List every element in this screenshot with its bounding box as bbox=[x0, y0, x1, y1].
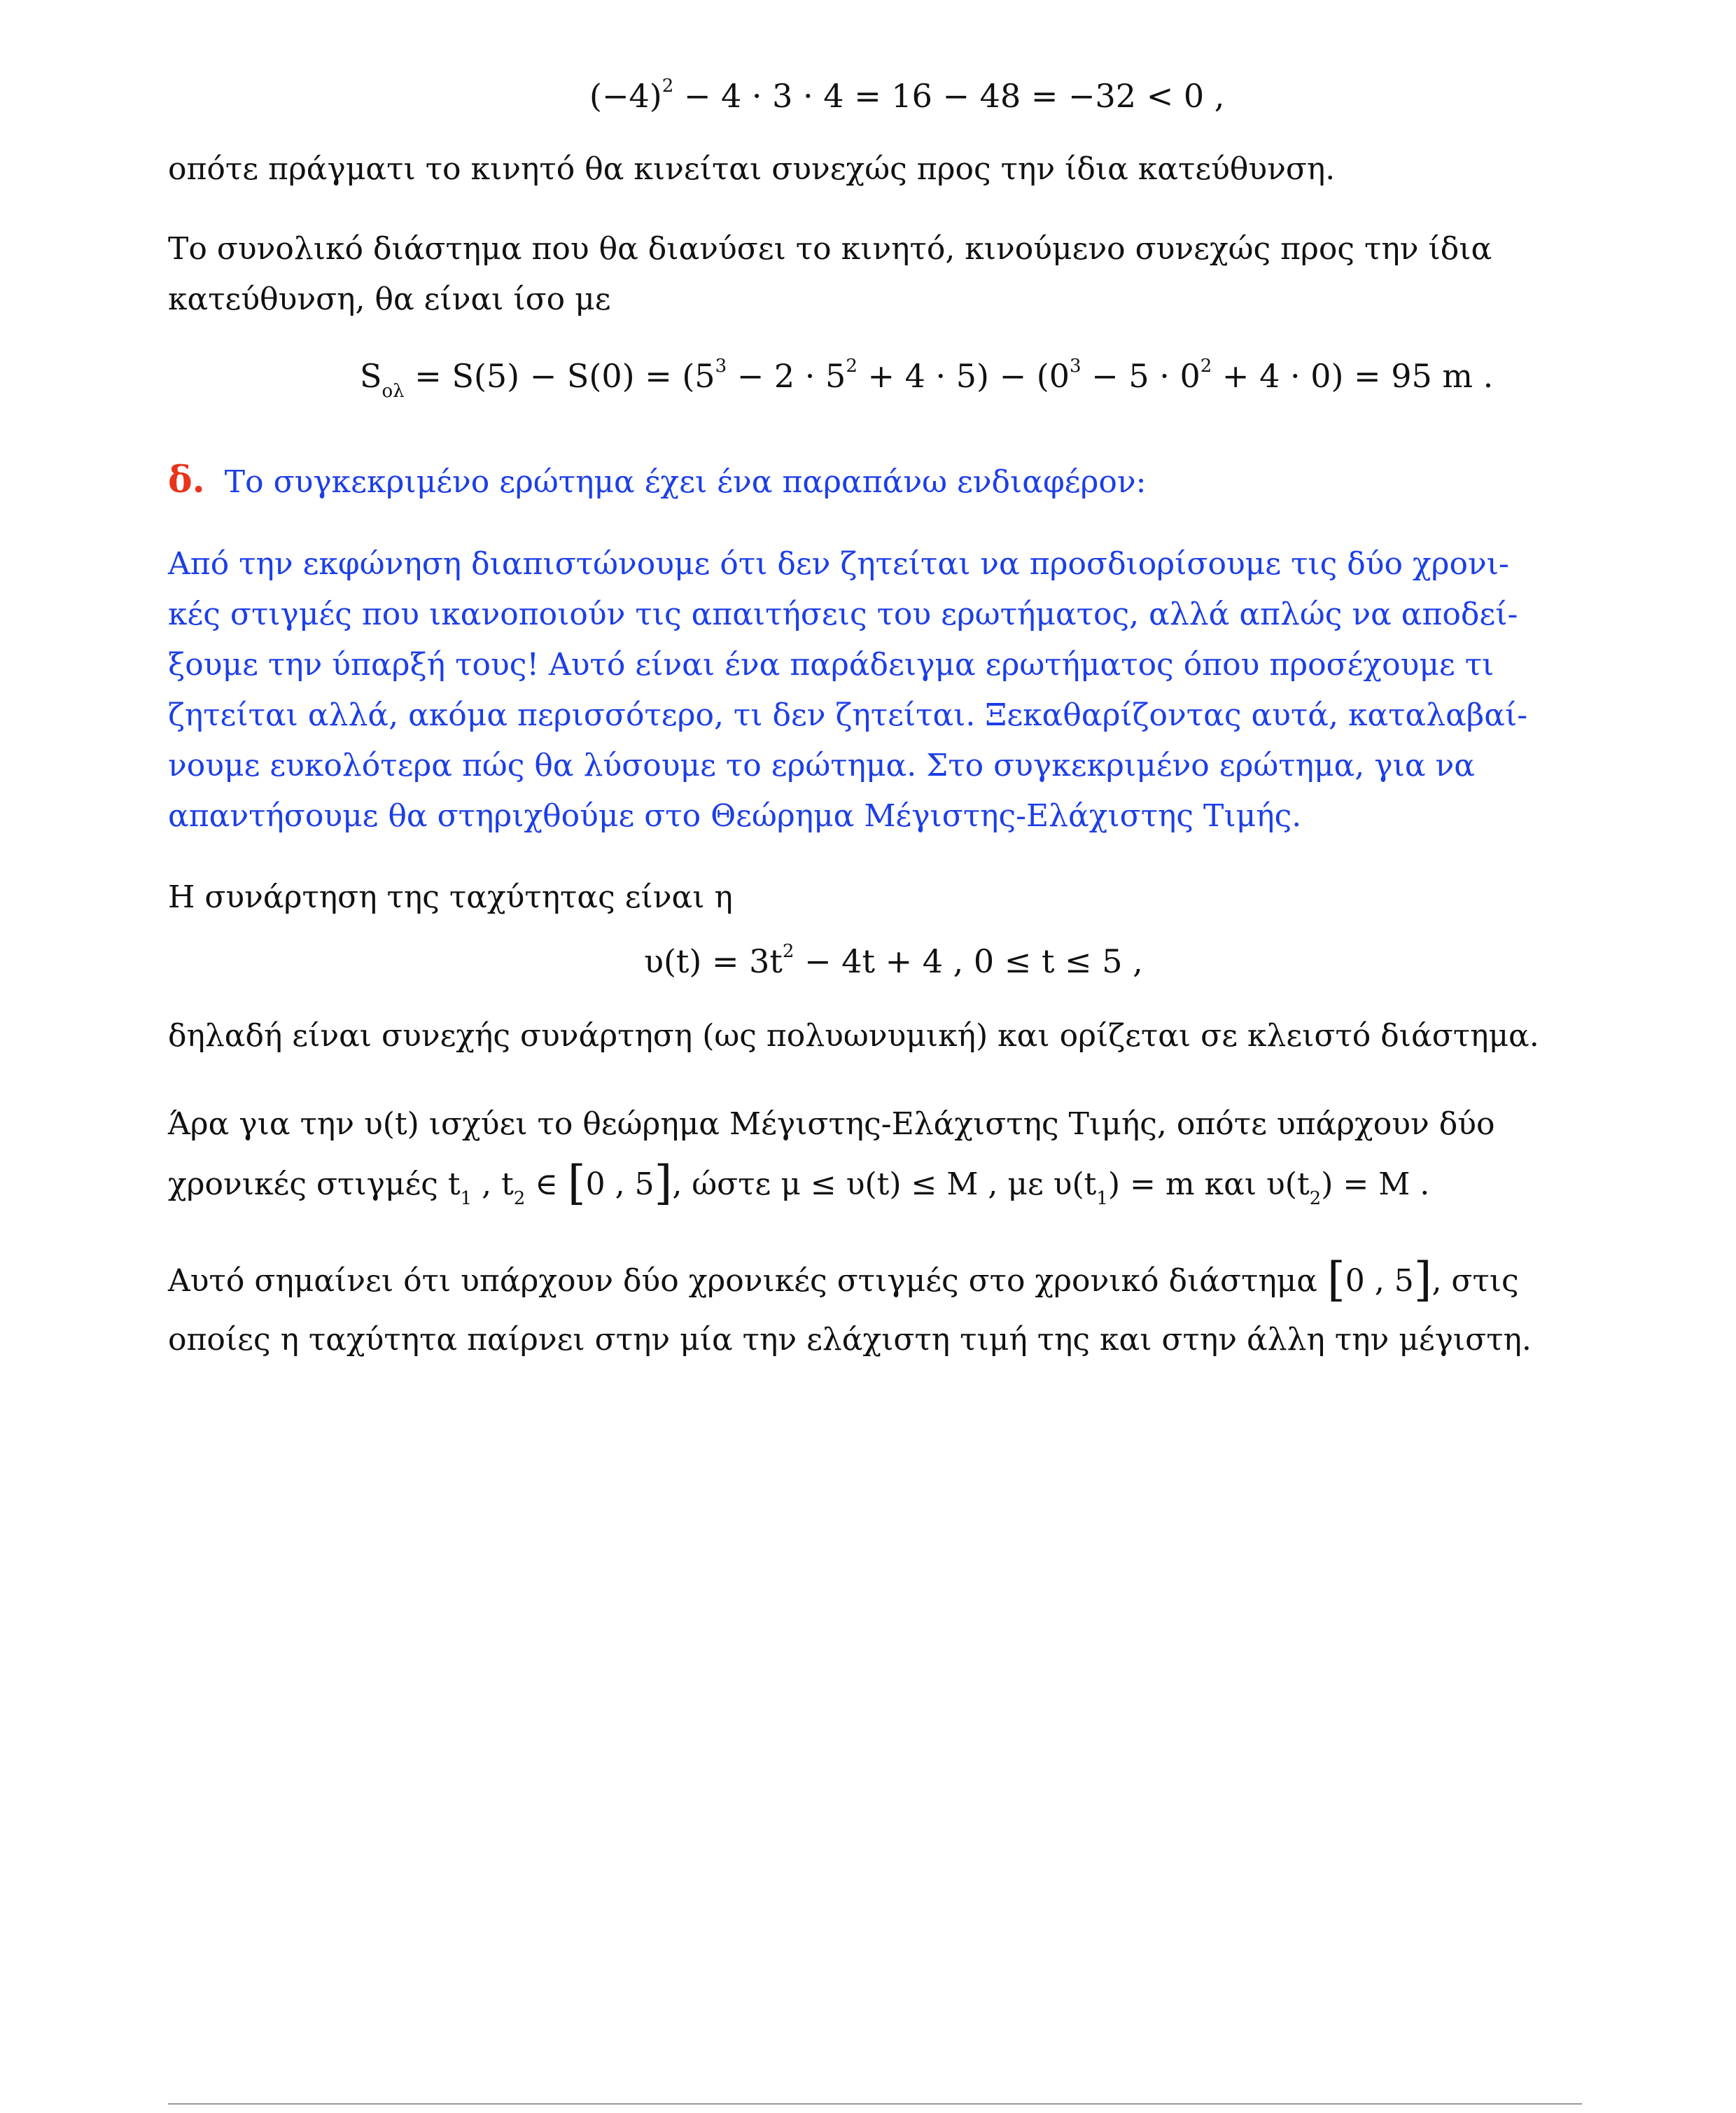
eq2-part-a: = S(5) − S(0) = (5 bbox=[404, 357, 715, 395]
line7-part-a: χρονικές στιγμές t bbox=[168, 1166, 461, 1202]
eq2-sup-1: 3 bbox=[715, 356, 727, 377]
interval-values-2: 0 , 5 bbox=[1345, 1263, 1414, 1299]
line8-part-b: , στις bbox=[1432, 1263, 1519, 1299]
eq1-exponent: 2 bbox=[662, 76, 674, 97]
paragraph-continuous: δηλαδή είναι συνεχής συνάρτηση (ως πολυωνυμική) και ορίζεται σε κλειστό διάστημα. bbox=[168, 1018, 1539, 1054]
line7-sub-4: 2 bbox=[1309, 1188, 1322, 1209]
line7-sub-1: 1 bbox=[460, 1188, 472, 1209]
footer-rule bbox=[168, 2103, 1582, 2105]
paragraph-theorem-1: Άρα για την υ(t) ισχύει το θεώρημα Μέγιστης-Ελάχιστης Τιμής, οπότε υπάρχουν δύο bbox=[168, 1106, 1495, 1142]
eq2-sup-3: 3 bbox=[1070, 356, 1082, 377]
eq1-rest: − 4 · 3 · 4 = 16 − 48 = −32 < 0 , bbox=[673, 77, 1225, 115]
equation-total-distance bbox=[360, 356, 1493, 402]
line7-part-d: , ώστε μ ≤ υ(t) ≤ M , με υ(t bbox=[672, 1166, 1097, 1202]
line7-part-f: ) = M . bbox=[1321, 1166, 1430, 1202]
paragraph-meaning-1 bbox=[168, 1253, 1568, 1306]
eq2-subscript: ολ bbox=[382, 381, 405, 402]
equation-discriminant bbox=[589, 76, 1224, 115]
eq2-sup-4: 2 bbox=[1200, 356, 1212, 377]
line7-part-e: ) = m και υ(t bbox=[1107, 1166, 1310, 1202]
line7-sub-2: 2 bbox=[513, 1188, 526, 1209]
line8-part-a: Αυτό σημαίνει ότι υπάρχουν δύο χρονικές στιγμές στο χρονικό διάστημα bbox=[168, 1263, 1327, 1299]
eq2-part-c: + 4 · 5) − (0 bbox=[857, 357, 1070, 395]
eq2-part-d: − 5 · 0 bbox=[1081, 357, 1200, 395]
bracket-close-2: ] bbox=[1413, 1253, 1432, 1306]
delta-text: Το συγκεκριμένο ερώτημα έχει ένα παραπάνω ενδιαφέρον: bbox=[224, 464, 1147, 500]
line7-sub-3: 1 bbox=[1096, 1188, 1108, 1209]
blue-paragraph-line-3: ξουμε την ύπαρξή τους! Αυτό είναι ένα παράδειγμα ερωτήματος όπου προσέχουμε τι bbox=[168, 647, 1494, 683]
delta-label: δ. bbox=[168, 459, 205, 501]
equation-velocity bbox=[644, 941, 1143, 980]
paragraph-velocity-intro: Η συνάρτηση της ταχύτητας είναι η bbox=[168, 879, 733, 915]
eq2-symbol: S bbox=[360, 357, 382, 395]
eq2-part-e: + 4 · 0) = 95 m . bbox=[1212, 357, 1494, 395]
eq1-base: (−4) bbox=[589, 77, 662, 115]
bracket-close: ] bbox=[654, 1156, 673, 1210]
eq2-sup-2: 2 bbox=[846, 356, 858, 377]
interval-values: 0 , 5 bbox=[585, 1166, 654, 1202]
blue-paragraph-line-1: Από την εκφώνηση διαπιστώνουμε ότι δεν ζητείται να προσδιορίσουμε τις δύο χρονι- bbox=[168, 546, 1509, 582]
delta-heading bbox=[168, 455, 1568, 508]
line7-part-c: ∈ bbox=[525, 1166, 568, 1202]
paragraph-meaning-2: οποίες η ταχύτητα παίρνει στην μία την ελάχιστη τιμή της και στην άλλη την μέγιστη. bbox=[168, 1322, 1532, 1358]
eq3-part-b: − 4t + 4 , 0 ≤ t ≤ 5 , bbox=[794, 942, 1143, 980]
blue-paragraph-line-6: απαντήσουμε θα στηριχθούμε στο Θεώρημα Μέγιστης-Ελάχιστης Τιμής. bbox=[168, 798, 1302, 834]
blue-paragraph-line-5: νουμε ευκολότερα πώς θα λύσουμε το ερώτημα. Στο συγκεκριμένο ερώτημα, για να bbox=[168, 748, 1475, 783]
paragraph-direction: οπότε πράγματι το κινητό θα κινείται συνεχώς προς την ίδια κατεύθυνση. bbox=[168, 151, 1336, 187]
eq3-part-a: υ(t) = 3t bbox=[644, 942, 783, 980]
eq3-sup: 2 bbox=[782, 941, 794, 962]
blue-paragraph-line-2: κές στιγμές που ικανοποιούν τις απαιτήσεις του ερωτήματος, αλλά απλώς να αποδεί- bbox=[168, 597, 1518, 632]
paragraph-theorem-2 bbox=[168, 1156, 1568, 1224]
bracket-open-2: [ bbox=[1326, 1253, 1345, 1306]
bracket-open: [ bbox=[567, 1156, 586, 1210]
blue-paragraph-line-4: ζητείται αλλά, ακόμα περισσότερο, τι δεν ζητείται. Ξεκαθαρίζοντας αυτά, καταλαβαί- bbox=[168, 697, 1528, 733]
paragraph-total-distance-2: κατεύθυνση, θα είναι ίσο με bbox=[168, 281, 611, 317]
line7-part-b: , t bbox=[472, 1166, 514, 1202]
eq2-part-b: − 2 · 5 bbox=[727, 357, 846, 395]
paragraph-total-distance-1: Το συνολικό διάστημα που θα διανύσει το κινητό, κινούμενο συνεχώς προς την ίδια bbox=[168, 231, 1492, 267]
